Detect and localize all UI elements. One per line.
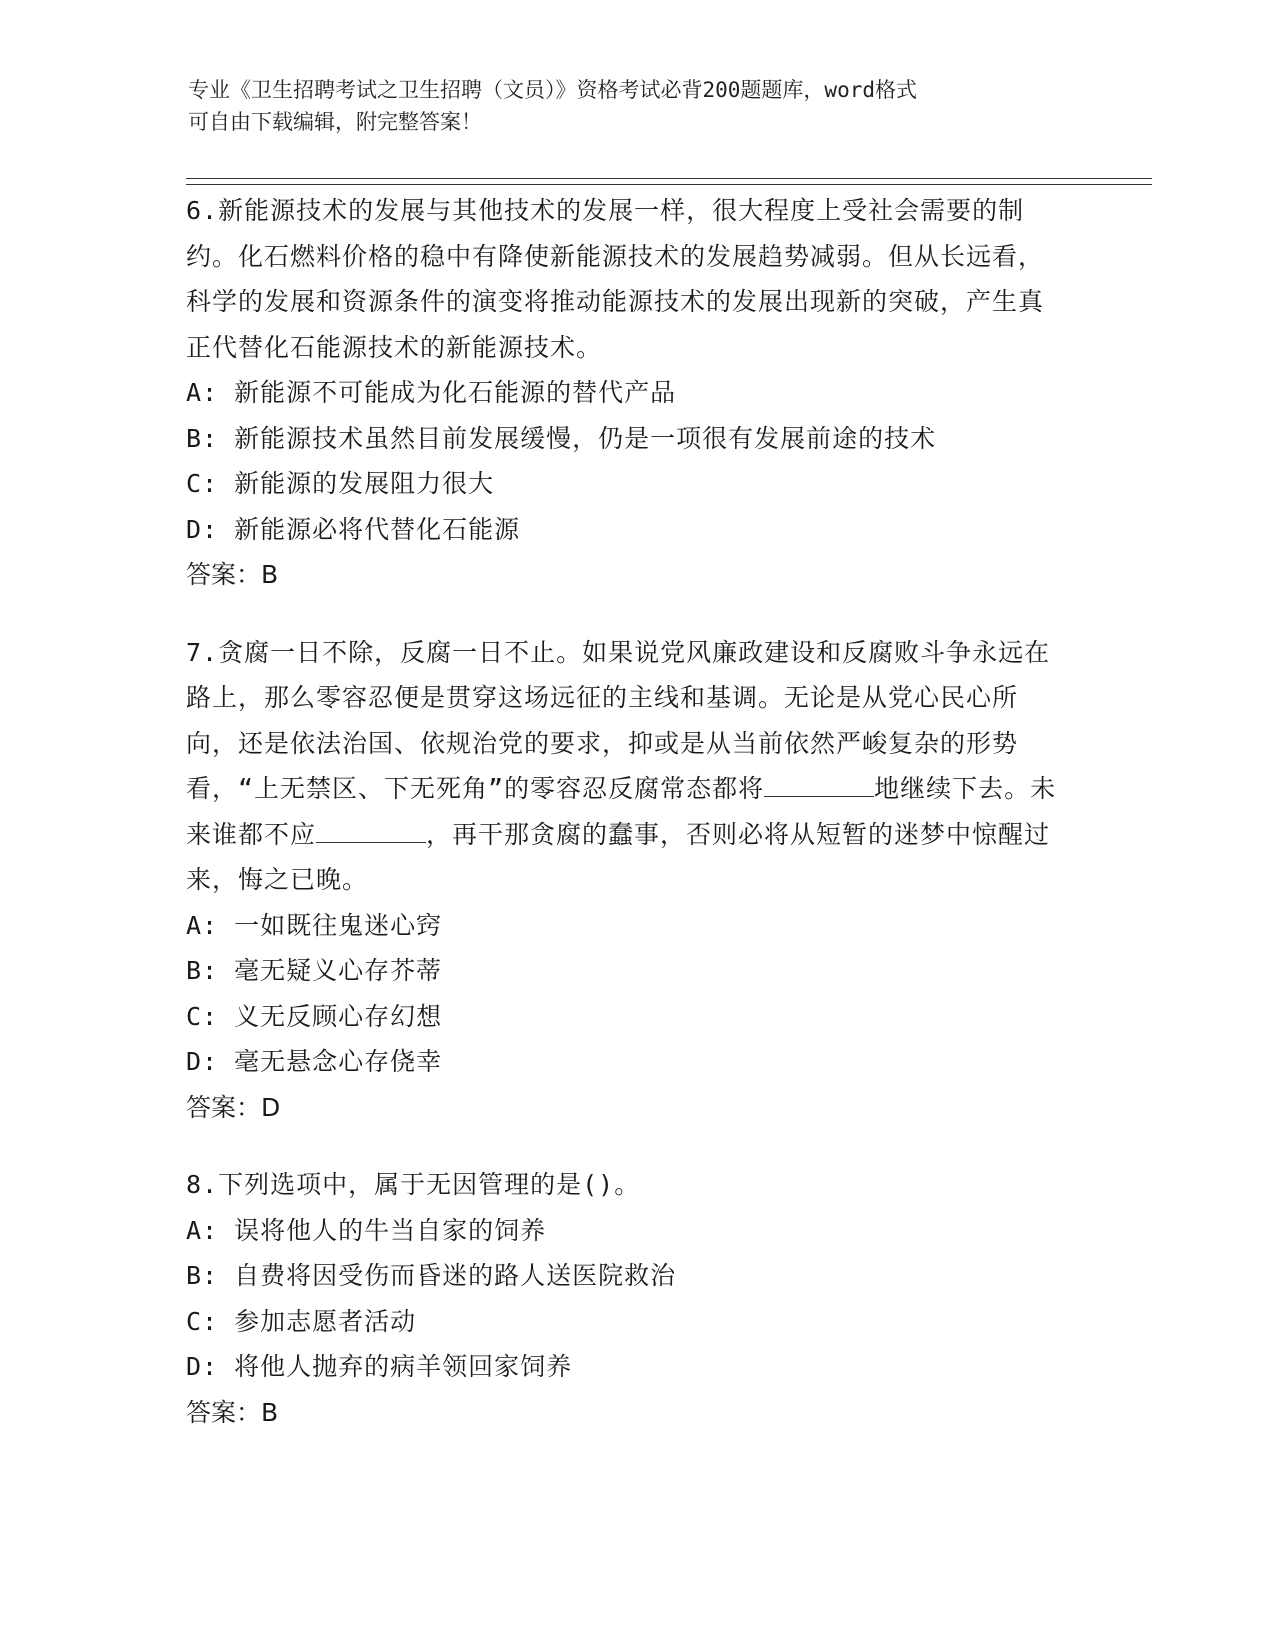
header-line-2: 可自由下载编辑，附完整答案！ xyxy=(188,110,482,134)
header-rule-thin xyxy=(186,184,1152,185)
option-d: D: 将他人抛弃的病羊领回家饲养 xyxy=(186,1352,573,1381)
question-6 xyxy=(186,188,1066,598)
fill-blank-2 xyxy=(316,822,426,843)
document-header xyxy=(188,74,1068,138)
option-d: D: 新能源必将代替化石能源 xyxy=(186,514,521,544)
question-8 xyxy=(186,1162,1066,1435)
answer: 答案：B xyxy=(186,560,279,589)
answer: 答案：D xyxy=(186,1092,281,1122)
option-a: A: 新能源不可能成为化石能源的替代产品 xyxy=(186,378,677,407)
header-line-1: 专业《卫生招聘考试之卫生招聘（文员）》资格考试必背200题题库，word格式 xyxy=(188,78,917,102)
header-rule-thick xyxy=(186,178,1152,179)
question-7 xyxy=(186,630,1066,1131)
fill-blank-1 xyxy=(764,776,874,797)
stem-part-2: 地继续下去。未来谁都不应 xyxy=(186,774,1057,849)
answer: 答案：B xyxy=(186,1397,279,1427)
question-list xyxy=(186,188,1066,1467)
option-b: B: 自费将因受伤而昏迷的路人送医院救治 xyxy=(186,1261,677,1290)
stem-part-3: ，再干那贪腐的蠢事，否则必将从短暂的迷梦中惊醒过来，悔之已晚。 xyxy=(186,819,1051,894)
option-b: B: 毫无疑义心存芥蒂 xyxy=(186,956,443,985)
option-a: A: 误将他人的牛当自家的饲养 xyxy=(186,1215,547,1245)
option-b: B: 新能源技术虽然目前发展缓慢，仍是一项很有发展前途的技术 xyxy=(186,423,937,453)
option-c: C: 义无反顾心存幻想 xyxy=(186,1001,443,1031)
option-c: C: 新能源的发展阻力很大 xyxy=(186,469,495,498)
question-stem: 6.新能源技术的发展与其他技术的发展一样，很大程度上受社会需要的制约。化石燃料价格的稳中有降使新能源技术的发展趋势减弱。但从长远看，科学的发展和资源条件的演变将推动能源技术的发展出现新的突破，产生真正代替化石能源技术的新能源技术。 xyxy=(186,196,1045,362)
option-a: A: 一如既往鬼迷心窍 xyxy=(186,910,443,940)
option-d: D: 毫无悬念心存侥幸 xyxy=(186,1047,443,1076)
question-stem xyxy=(186,630,1066,903)
stem-part-1: 7.贪腐一日不除，反腐一日不止。如果说党风廉政建设和反腐败斗争永远在路上，那么零容忍便是贯穿这场远征的主线和基调。无论是从党心民心所向，还是依法治国、依规治党的要求，抑或是从当前依然严峻复杂的形势看，“上无禁区、下无死角”的零容忍反腐常态都将 xyxy=(186,637,1051,803)
option-c: C: 参加志愿者活动 xyxy=(186,1306,417,1336)
question-stem: 8.下列选项中，属于无因管理的是()。 xyxy=(186,1170,641,1199)
